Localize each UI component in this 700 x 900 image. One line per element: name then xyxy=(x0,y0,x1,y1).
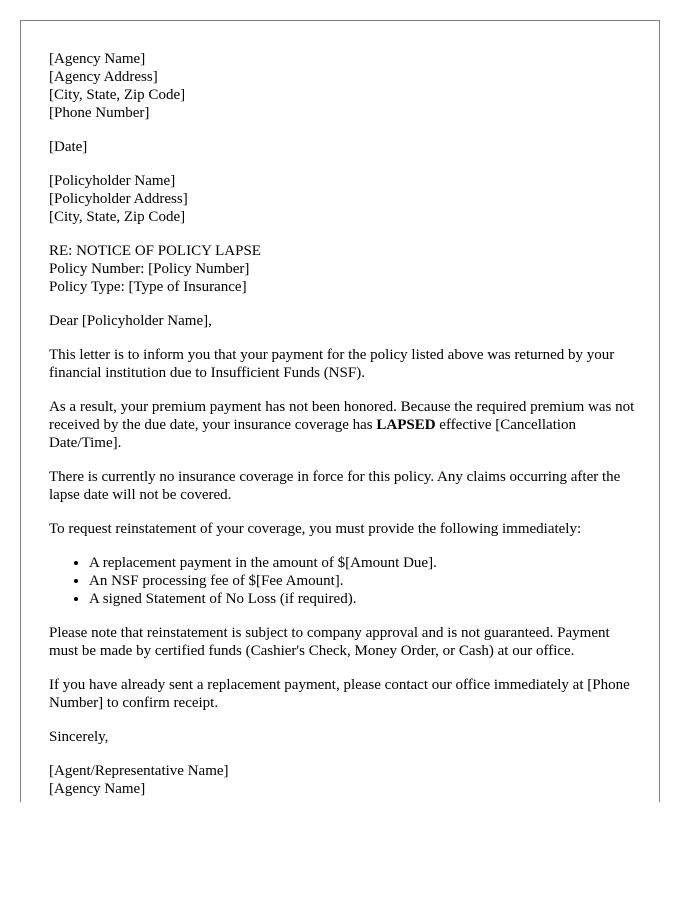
salutation: Dear [Policyholder Name], xyxy=(49,313,212,329)
recipient-address xyxy=(49,172,639,226)
signature-block xyxy=(49,762,639,798)
recipient-city-state-zip: [City, State, Zip Code] xyxy=(49,209,186,225)
agency-name: [Agency Name] xyxy=(49,51,146,67)
paragraph-no-coverage: There is currently no insurance coverage in force for this policy. Any claims occurring after the lapse date will not be covered. xyxy=(49,469,621,503)
letter-page xyxy=(20,20,660,802)
paragraph-lapse-notice xyxy=(49,398,639,452)
recipient-address-line: [Policyholder Address] xyxy=(49,191,188,207)
agency-phone: [Phone Number] xyxy=(49,105,150,121)
re-block xyxy=(49,242,639,296)
paragraph-contact: If you have already sent a replacement payment, please contact our office immediately at [Phone Number] to confirm receipt. xyxy=(49,677,630,711)
paragraph-nsf-notice: This letter is to inform you that your payment for the policy listed above was returned by your financial institution due to Insufficient Funds (NSF). xyxy=(49,347,615,381)
paragraph-approval-note: Please note that reinstatement is subject to company approval and is not guaranteed. Payment must be made by certified funds (Cashier's Check, Money Order, or Cash) at our office. xyxy=(49,625,610,659)
agency-city-state-zip: [City, State, Zip Code] xyxy=(49,87,186,103)
letter-date: [Date] xyxy=(49,139,88,155)
signature-name: [Agent/Representative Name] xyxy=(49,763,229,779)
recipient-name: [Policyholder Name] xyxy=(49,173,176,189)
re-subject: RE: NOTICE OF POLICY LAPSE xyxy=(49,243,261,259)
list-item: • An NSF processing fee of $[Fee Amount]. xyxy=(89,572,639,590)
lapse-text-before: As a result, your premium payment has not been honored. Because the required premium was not received by the due date, your insurance coverage has xyxy=(49,399,635,433)
lapse-text-after: effective [Cancellation Date/Time]. xyxy=(49,417,577,451)
agency-header xyxy=(49,50,639,122)
signature-agency: [Agency Name] xyxy=(49,781,146,797)
policy-type: Policy Type: [Type of Insurance] xyxy=(49,279,247,295)
lapsed-emphasis: LAPSED xyxy=(376,417,436,433)
agency-address: [Agency Address] xyxy=(49,69,158,85)
list-item: • A signed Statement of No Loss (if required). xyxy=(89,590,639,608)
requirements-list xyxy=(49,554,639,608)
policy-number: Policy Number: [Policy Number] xyxy=(49,261,250,277)
closing: Sincerely, xyxy=(49,729,109,745)
letter-content xyxy=(49,50,639,802)
date-block xyxy=(49,138,639,156)
paragraph-reinstatement-intro: To request reinstatement of your coverage, you must provide the following immediately: xyxy=(49,521,582,537)
list-item: • A replacement payment in the amount of $[Amount Due]. xyxy=(89,554,639,572)
